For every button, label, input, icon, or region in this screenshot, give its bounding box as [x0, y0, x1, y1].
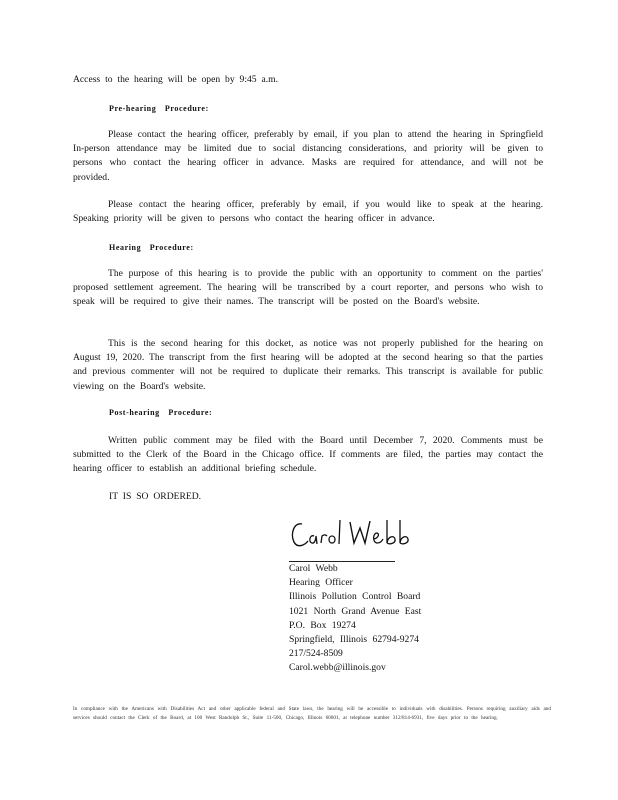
ada-footer-notice: In compliance with the Americans with Disabilities Act and other applicable federal and State laws, the hearing will be accessible to individuals with disabilities. Persons requiring auxiliary aids and services should contact the Clerk of the Board, at 100 West Randolph St., Suite 11-500, Chicago, Illinois 60601, at telephone number 312/814-6931, five days prior to the hearing. [73, 706, 551, 721]
hearing-heading: Hearing Procedure: [109, 243, 194, 252]
po-box: P.O. Box 19274 [289, 619, 356, 631]
pre-hearing-heading: Pre-hearing Procedure: [109, 104, 209, 113]
pre-hearing-paragraph-2: Please contact the hearing officer, preferably by email, if you would like to speak at the hearing. Speaking priority will be given to persons who contact the hearing officer in advance. [73, 199, 543, 225]
pre-hearing-paragraph-1: Please contact the hearing officer, preferably by email, if you plan to attend the hearing in Springfield In-person attendance may be limited due to social distancing considerations, and priority will be given to persons who contact the hearing officer in advance. Masks are required for attendance, and will not be provided. [73, 129, 543, 183]
email-address: Carol.webb@illinois.gov [289, 662, 386, 674]
so-ordered: IT IS SO ORDERED. [109, 491, 202, 502]
phone-number: 217/524-8509 [289, 648, 343, 660]
hearing-paragraph-2: This is the second hearing for this docket, as notice was not properly published for the hearing on August 19, 2020. The transcript from the first hearing will be adopted at the second hearing so that the parties and previous commenter will not be required to duplicate their remarks. This transcript is available for public viewing on the Board's website. [73, 338, 543, 392]
signature-block [289, 562, 421, 676]
access-line: Access to the hearing will be open by 9:45 a.m. [73, 74, 279, 85]
signer-name: Carol Webb [289, 563, 338, 574]
post-hearing-heading: Post-hearing Procedure: [109, 408, 213, 417]
signer-title: Hearing Officer [289, 577, 353, 589]
post-hearing-paragraph: Written public comment may be filed with the Board until December 7, 2020. Comments must be submitted to the Clerk of the Board in the Chicago office. If comments are filed, the parties may contact the hearing officer to establish an additional briefing schedule. [73, 435, 543, 475]
hearing-paragraph-1: The purpose of this hearing is to provide the public with an opportunity to comment on the parties' proposed settlement agreement. The hearing will be transcribed by a court reporter, and persons who wish to speak will be required to give their names. The transcript will be posted on the Board's website. [73, 268, 543, 308]
organization: Illinois Pollution Control Board [289, 591, 421, 603]
handwritten-signature-icon [288, 512, 418, 558]
street-address: 1021 North Grand Avenue East [289, 605, 422, 617]
city-state-zip: Springfield, Illinois 62794-9274 [289, 634, 419, 646]
